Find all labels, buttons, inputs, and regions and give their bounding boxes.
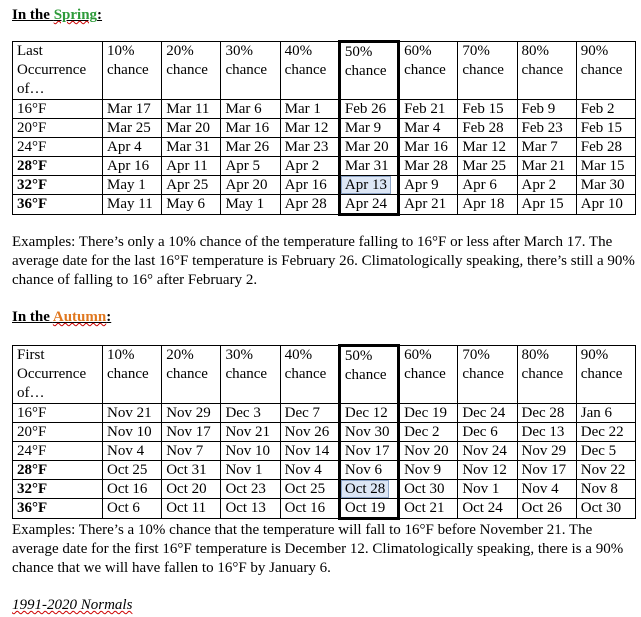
spring-row-label: 16°F (13, 100, 103, 119)
spring-date-cell: Mar 31 (162, 138, 221, 157)
autumn-date-cell: Oct 30 (399, 480, 458, 499)
autumn-row-label: 28°F (13, 461, 103, 480)
spring-date-cell: Feb 21 (399, 100, 458, 119)
spring-date-cell: Feb 15 (576, 119, 635, 138)
autumn-title-word: Autumn (52, 309, 107, 325)
autumn-date-cell: Dec 5 (576, 442, 635, 461)
autumn-title-prefix: In the (12, 309, 53, 325)
spring-title-word: Spring (53, 7, 98, 23)
autumn-date-cell: Nov 1 (458, 480, 517, 499)
spring-column-header: 90% chance (576, 42, 635, 100)
autumn-date-cell: Nov 4 (103, 442, 162, 461)
spring-examples: Examples: There’s only a 10% chance of the temperature falling to 16°F or less after March 17. The average date for the last 16°F temperature is February 26. Climatologically speaking, there’s still a 90% chance of falling to 16° after February 2. (12, 234, 635, 288)
spring-date-cell: Feb 15 (458, 100, 517, 119)
spring-date-cell: Mar 6 (221, 100, 280, 119)
spring-date-cell: Mar 17 (103, 100, 162, 119)
autumn-date-cell: Nov 4 (517, 480, 576, 499)
spring-date-cell: Mar 23 (280, 138, 339, 157)
spring-date-cell: Mar 26 (221, 138, 280, 157)
spring-date-cell: Apr 11 (162, 157, 221, 176)
spring-row-label: 36°F (13, 195, 103, 215)
spring-date-cell: May 6 (162, 195, 221, 215)
spring-date-cell: Mar 7 (517, 138, 576, 157)
autumn-date-cell: Oct 6 (103, 499, 162, 519)
spring-column-header: 70% chance (458, 42, 517, 100)
autumn-date-cell: Nov 17 (162, 423, 221, 442)
spring-date-cell: Mar 15 (576, 157, 635, 176)
autumn-date-cell: Oct 23 (221, 480, 280, 499)
spring-row-label: 28°F (13, 157, 103, 176)
autumn-column-header: 80% chance (517, 346, 576, 404)
autumn-date-cell: Oct 21 (399, 499, 458, 519)
autumn-date-cell: Oct 31 (162, 461, 221, 480)
autumn-column-header: 70% chance (458, 346, 517, 404)
spring-date-cell: Mar 11 (162, 100, 221, 119)
autumn-date-cell: Oct 25 (103, 461, 162, 480)
spring-date-cell: Mar 12 (280, 119, 339, 138)
autumn-row-label: 36°F (13, 499, 103, 519)
autumn-date-cell: Nov 29 (517, 442, 576, 461)
autumn-date-cell: Oct 19 (339, 499, 398, 519)
autumn-date-cell: Nov 29 (162, 404, 221, 423)
autumn-date-cell: Nov 21 (221, 423, 280, 442)
spring-date-cell: Mar 30 (576, 176, 635, 195)
autumn-column-header: 60% chance (399, 346, 458, 404)
spring-date-cell: Apr 2 (280, 157, 339, 176)
autumn-date-cell: Nov 1 (221, 461, 280, 480)
spring-date-cell: Apr 16 (103, 157, 162, 176)
autumn-date-cell: Dec 3 (221, 404, 280, 423)
spring-date-cell: Apr 16 (280, 176, 339, 195)
autumn-date-cell: Nov 30 (339, 423, 398, 442)
normals-footnote: 1991-2020 Normals (12, 597, 133, 613)
spring-corner-label: Last Occurrence of… (13, 42, 103, 100)
autumn-date-cell: Nov 21 (103, 404, 162, 423)
autumn-date-cell: Dec 7 (280, 404, 339, 423)
spring-date-cell: Apr 9 (399, 176, 458, 195)
spring-date-cell (339, 176, 398, 195)
autumn-column-header: 50% chance (339, 346, 398, 404)
autumn-row-label: 20°F (13, 423, 103, 442)
spring-date-cell: Apr 21 (399, 195, 458, 215)
spring-date-cell: Apr 6 (458, 176, 517, 195)
autumn-date-cell: Nov 22 (576, 461, 635, 480)
spring-date-cell: Apr 10 (576, 195, 635, 215)
spring-date-cell: Mar 4 (399, 119, 458, 138)
autumn-date-cell: Nov 10 (221, 442, 280, 461)
autumn-date-cell: Dec 13 (517, 423, 576, 442)
spring-freeze-table (12, 40, 636, 216)
spring-date-cell: Mar 31 (339, 157, 398, 176)
spring-column-header: 50% chance (339, 42, 398, 100)
autumn-date-cell: Dec 12 (339, 404, 398, 423)
spring-date-cell: Apr 28 (280, 195, 339, 215)
autumn-date-cell: Oct 30 (576, 499, 635, 519)
spring-highlighted-date: Apr 13 (341, 176, 391, 194)
autumn-date-cell: Nov 4 (280, 461, 339, 480)
spring-column-header: 30% chance (221, 42, 280, 100)
autumn-date-cell: Oct 13 (221, 499, 280, 519)
autumn-date-cell: Dec 28 (517, 404, 576, 423)
autumn-date-cell (339, 480, 398, 499)
spring-date-cell: Apr 25 (162, 176, 221, 195)
autumn-column-header: 30% chance (221, 346, 280, 404)
spring-row-label: 20°F (13, 119, 103, 138)
autumn-date-cell: Dec 22 (576, 423, 635, 442)
autumn-row-label: 32°F (13, 480, 103, 499)
autumn-date-cell: Oct 20 (162, 480, 221, 499)
autumn-date-cell: Nov 17 (339, 442, 398, 461)
spring-date-cell: Mar 21 (517, 157, 576, 176)
autumn-date-cell: Dec 24 (458, 404, 517, 423)
spring-date-cell: Apr 20 (221, 176, 280, 195)
spring-date-cell: Apr 2 (517, 176, 576, 195)
autumn-date-cell: Oct 26 (517, 499, 576, 519)
spring-date-cell: Mar 1 (280, 100, 339, 119)
autumn-date-cell: Dec 19 (399, 404, 458, 423)
spring-date-cell: Feb 23 (517, 119, 576, 138)
autumn-date-cell: Nov 24 (458, 442, 517, 461)
autumn-title-suffix: : (106, 309, 112, 325)
spring-date-cell: Mar 16 (399, 138, 458, 157)
spring-row-label: 32°F (13, 176, 103, 195)
autumn-date-cell: Oct 16 (103, 480, 162, 499)
autumn-corner-label: First Occurrence of… (13, 346, 103, 404)
spring-date-cell: Apr 5 (221, 157, 280, 176)
spring-title-prefix: In the (12, 7, 54, 23)
spring-section-title (12, 6, 102, 24)
autumn-date-cell: Oct 16 (280, 499, 339, 519)
spring-date-cell: Mar 25 (458, 157, 517, 176)
spring-date-cell: Mar 12 (458, 138, 517, 157)
autumn-column-header: 90% chance (576, 346, 635, 404)
spring-date-cell: Mar 28 (399, 157, 458, 176)
spring-date-cell: Feb 2 (576, 100, 635, 119)
autumn-date-cell: Dec 6 (458, 423, 517, 442)
autumn-column-header: 40% chance (280, 346, 339, 404)
spring-date-cell: Mar 16 (221, 119, 280, 138)
spring-column-header: 40% chance (280, 42, 339, 100)
spring-date-cell: Mar 9 (339, 119, 398, 138)
spring-date-cell: Feb 28 (576, 138, 635, 157)
autumn-row-label: 16°F (13, 404, 103, 423)
autumn-date-cell: Nov 20 (399, 442, 458, 461)
spring-row-label: 24°F (13, 138, 103, 157)
autumn-highlighted-date: Oct 28 (341, 480, 389, 498)
autumn-section-title (12, 308, 111, 326)
autumn-date-cell: Nov 14 (280, 442, 339, 461)
spring-column-header: 10% chance (103, 42, 162, 100)
spring-date-cell: Apr 4 (103, 138, 162, 157)
autumn-column-header: 10% chance (103, 346, 162, 404)
spring-date-cell: May 1 (221, 195, 280, 215)
spring-date-cell: Mar 25 (103, 119, 162, 138)
spring-column-header: 80% chance (517, 42, 576, 100)
autumn-date-cell: Oct 24 (458, 499, 517, 519)
autumn-date-cell: Jan 6 (576, 404, 635, 423)
autumn-examples: Examples: There’s a 10% chance that the temperature will fall to 16°F before November 21. The average date for the first 16°F temperature is December 12. Climatologically speaking, there is a 90% chance that we will have fallen to 16°F by January 6. (12, 522, 624, 576)
spring-date-cell: Mar 20 (162, 119, 221, 138)
autumn-date-cell: Nov 10 (103, 423, 162, 442)
autumn-date-cell: Oct 25 (280, 480, 339, 499)
spring-date-cell: Feb 26 (339, 100, 398, 119)
spring-date-cell: Apr 18 (458, 195, 517, 215)
autumn-date-cell: Nov 9 (399, 461, 458, 480)
spring-date-cell: Feb 28 (458, 119, 517, 138)
spring-date-cell: May 1 (103, 176, 162, 195)
autumn-date-cell: Dec 2 (399, 423, 458, 442)
spring-column-header: 60% chance (399, 42, 458, 100)
autumn-date-cell: Oct 11 (162, 499, 221, 519)
spring-date-cell: Apr 24 (339, 195, 398, 215)
autumn-date-cell: Nov 17 (517, 461, 576, 480)
spring-title-suffix: : (97, 7, 103, 23)
autumn-date-cell: Nov 12 (458, 461, 517, 480)
spring-date-cell: May 11 (103, 195, 162, 215)
autumn-freeze-table (12, 344, 636, 520)
spring-date-cell: Apr 15 (517, 195, 576, 215)
autumn-row-label: 24°F (13, 442, 103, 461)
autumn-date-cell: Nov 7 (162, 442, 221, 461)
autumn-date-cell: Nov 26 (280, 423, 339, 442)
spring-column-header: 20% chance (162, 42, 221, 100)
spring-date-cell: Feb 9 (517, 100, 576, 119)
spring-date-cell: Mar 20 (339, 138, 398, 157)
autumn-date-cell: Nov 8 (576, 480, 635, 499)
autumn-column-header: 20% chance (162, 346, 221, 404)
autumn-date-cell: Nov 6 (339, 461, 398, 480)
